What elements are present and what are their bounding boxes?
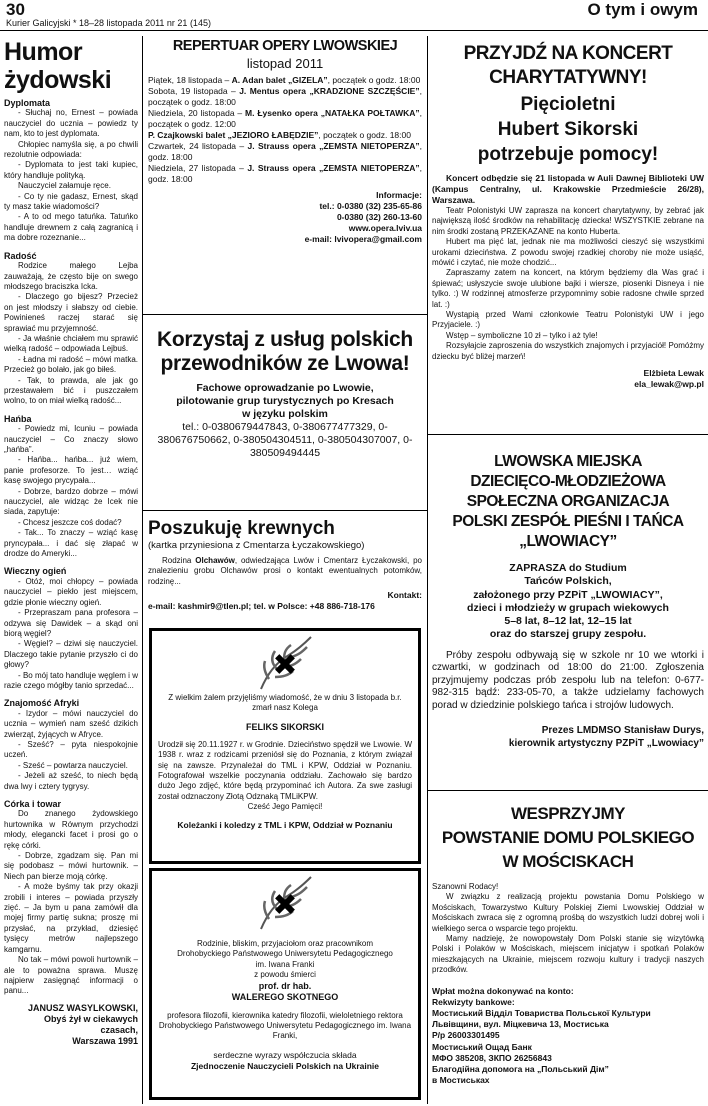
humor-paragraph: - Tak... To znaczy – wziąć kasę pryncypała... i dać się złapać w drodze do Ameryki...: [4, 528, 138, 559]
concert-sub-2: Hubert Sikorski: [497, 119, 639, 140]
opera-performance-bold: J. Strauss opera „ZEMSTA NIETOPERZA”: [247, 163, 420, 173]
opera-divider: [143, 314, 427, 315]
mosciska-section: [432, 802, 704, 1086]
opera-info-label: Informacje:: [376, 190, 422, 200]
obit1-name: FELIKS SIKORSKI: [245, 721, 324, 732]
humor-section-heading: Dyplomata: [4, 98, 51, 108]
obit1-memory: Cześć Jego Pamięci!: [247, 802, 323, 812]
relatives-section: [148, 518, 422, 612]
obit2-intro-2: Drohobyckiego Państwowego Uniwersytetu Pedagogicznego: [177, 949, 393, 959]
relatives-body-post: , odwiedzająca Lwów i Cmentarz Łyczakowski, po znalezieniu grobu Olchawów prosi o kontakt ewentualnych potomków, rodzinę...: [148, 556, 423, 586]
lwowiacy-title-5: „LWOWIACY”: [519, 533, 617, 550]
humor-paragraph: - Dobrze, zgadzam się. Pan mi się podobasz – mówi hurtownik. – Niech pan bierze moją córkę.: [4, 851, 138, 881]
opera-performance-post: , początek o godz. 18:00: [318, 130, 411, 140]
opera-title: REPERTUAR OPERY LWOWSKIEJ: [172, 38, 398, 54]
humor-section-heading: Hańba: [4, 413, 32, 424]
humor-body: [4, 98, 138, 997]
guides-phones: tel.: 0-0380679447843, 0-380677477329, 0-380676750662, 0-380504304511, 0-380504307007, 0-380509494445: [157, 421, 413, 459]
guides-section: [148, 328, 422, 460]
opera-section: [148, 38, 422, 245]
obit2-intro: [152, 939, 418, 981]
mosciska-paragraph: W związku z realizacją projektu powstania Domu Polskiego w Mościskach, Towarzystwo Kultury Polskiej Ziemi Lwowskiej Oddział w Mościskach zwraca się z ogromną prośbą do wszystkich ludzi dobrej woli i wielkiego serca o wsparcie tego projektu.: [432, 892, 704, 933]
obit2-sign-2: Zjednoczenie Nauczycieli Polskich na Ukrainie: [190, 1060, 379, 1071]
cross-with-branches-icon: [255, 635, 315, 691]
opera-performance-pre: Piątek, 18 listopada –: [148, 75, 232, 85]
humor-author-note-3: Warszawa 1991: [72, 1035, 138, 1046]
concert-lead: Koncert odbędzie się 21 listopada w Auli Dawnej Biblioteki UW (Kampus Centralny, ul. Krakowskie Przedmieście 26/28), Warszawa.: [432, 173, 704, 205]
concert-email[interactable]: ela_lewak@wp.pl: [634, 379, 704, 390]
opera-performance-pre: Czwartek, 24 listopada –: [148, 141, 248, 151]
humor-paragraph: - A to od mego tatuńka. Tatuńko handluje drewnem z całą zagranicą i ma dobre rozeznanie...: [4, 212, 138, 243]
mosciska-payment: [432, 986, 704, 1087]
lwowiacy-invite-3: założonego przy PZPiT „LWOWIACY”,: [473, 588, 663, 601]
opera-email[interactable]: e-mail: lvivopera@gmail.com: [304, 234, 422, 244]
humor-section-heading: Wieczny ogień: [4, 566, 67, 577]
opera-performance: [148, 75, 422, 86]
humor-author-name: JANUSZ WASYLKOWSKI,: [27, 1002, 138, 1013]
humor-paragraph: - Chcesz jeszcze coś dodać?: [18, 517, 122, 527]
lwowiacy-title-2: DZIECIĘCO-MŁODZIEŻOWA: [470, 473, 666, 490]
mosciska-title-2: POWSTANIE DOMU POLSKIEGO: [441, 828, 695, 847]
lwowiacy-invite-4: dzieci i młodzieży w grupach wiekowych: [467, 601, 669, 614]
obituary-sikorski: [149, 628, 421, 864]
opera-performance: [148, 141, 422, 163]
concert-paragraph: Zapraszamy zatem na koncert, na którym będziemy dla Was grać i śpiewać; usłyszycie swoje ulubione bajki i wiersze, piosenki Disneya i nie tylko. :) W rodzinnej atmosferze przypomnimy sobie radosne chwile sprzed lat. :): [432, 268, 704, 309]
concert-paragraph: Rozsyłajcie zaproszenia do wszystkich znajomych i przyjaciół! Pomóżmy dziecku być bliżej marzeń!: [432, 341, 704, 361]
mosciska-title-3: W MOŚCISKACH: [502, 852, 634, 871]
mosciska-title-1: WESPRZYJMY: [510, 804, 626, 823]
opera-performance-post: , godz. 18:00: [148, 163, 422, 184]
concert-title-2: CHARYTATYWNY!: [489, 67, 647, 88]
humor-title-line2: żydowski: [4, 66, 112, 94]
humor-paragraph: - Hańba... hańba... już wiem, panie profesorze. To jest… wziąć kasę swojego prycypała...: [4, 455, 138, 486]
humor-section-heading: Radość: [4, 250, 37, 261]
mosciska-bank-7: в Мостиськах: [432, 1075, 490, 1086]
obit2-intro-1: Rodzinie, bliskim, przyjaciołom oraz pracownikom: [196, 939, 374, 948]
obit2-sign-1: serdeczne wyrazy współczucia składa: [213, 1049, 357, 1060]
opera-performance-pre: Niedziela, 20 listopada –: [148, 108, 246, 118]
opera-tel1: tel.: 0-0380 (32) 235-65-86: [319, 201, 422, 211]
mosciska-body: [432, 892, 704, 975]
obit2-title: prof. dr hab.: [258, 980, 312, 991]
lwowiacy-title-1: LWOWSKA MIEJSKA: [494, 453, 642, 470]
lwowiacy-body: Próby zespołu odbywają się w szkole nr 10 we wtorki i czwartki, w godzinach od 18:00 do 21:00. Zgłoszenia przyjmujemy podczas prób zespołu lub na telefon: 0-677-982-315 bądź: 233-05-70, a także udzielamy fachowych porad w dziedzinie polskiego tańca i strojów ludowych.: [432, 649, 704, 711]
humor-title: [4, 38, 138, 94]
guides-line2: pilotowanie grup turystycznych po Kresach: [176, 395, 394, 407]
guides-line1: Fachowe oprowadzanie po Lwowie,: [196, 382, 374, 394]
concert-title: [432, 42, 704, 90]
cross-with-branches-icon: [255, 875, 315, 931]
mosciska-greeting: Szanowni Rodacy!: [432, 882, 499, 891]
issue-meta: Kurier Galicyjski * 18–28 listopada 2011 nr 21 (145): [6, 18, 211, 28]
lwowiacy-title-4: POLSKI ZESPÓŁ PIEŚNI I TAŃCA: [452, 513, 684, 530]
humor-paragraph: - Otóż, moi chłopcy – powiada nauczyciel – piekło jest miejscem, gdzie płonie wieczny ogień.: [4, 576, 138, 607]
opera-www[interactable]: www.opera.lviv.ua: [348, 223, 422, 233]
opera-performance-bold: J. Mentus opera „KRADZIONE SZCZĘŚCIE”: [239, 86, 420, 96]
lwowiacy-invite-6: oraz do starszej grupy zespołu.: [489, 628, 647, 641]
opera-performance: [148, 108, 422, 130]
relatives-body-pre: Rodzina: [162, 556, 196, 565]
lwowiacy-invite-2: Tańców Polskich,: [524, 575, 612, 588]
humor-paragraph: - A może byśmy tak przy okazji zrobili i interes – powiada przyszły zięć. – Ja bym u pana zamówił dla mojej firmy partię sukna; proszę mi przysłać, na przykład, dziesięć tysięcy metrów najlepszego kamgarnu.: [4, 882, 138, 954]
obit2-signature: [152, 1050, 418, 1072]
concert-paragraph: Hubert ma pięć lat, jednak nie ma możliwości cieszyć się wszystkimi urokami dzieciństwa. Z powodu swojej rzadkiej choroby nie może usiąść, mówić i czytać, nie może chodzić...: [432, 237, 704, 268]
humor-paragraph: - Izydor – mówi nauczyciel do ucznia – wymień nam sześć dzikich zwierząt, żyjących w Afryce.: [4, 708, 138, 739]
humor-paragraph: - Bo mój tato handluje węglem i w razie czego mógłby tanio sprzedać...: [4, 670, 138, 690]
humor-paragraph: - Dyplomata to jest taki kupiec, który handluje polityką.: [4, 160, 138, 180]
lwowiacy-signature: [432, 724, 704, 750]
relatives-body: [148, 556, 422, 587]
opera-performance-post: , początek o godz. 18:00: [327, 75, 421, 85]
column-rule-1: [142, 36, 143, 1104]
obit2-intro-4: z powodu śmierci: [254, 970, 316, 980]
obit1-intro: Z wielkim żalem przyjęliśmy wiadomość, że w dniu 3 listopada b.r. zmarł nasz Kolega: [168, 693, 402, 713]
concert-body: [432, 206, 704, 362]
section-name: O tym i owym: [587, 0, 698, 19]
mosciska-bank-5: МФО 385208, ЗКПО 26256843: [432, 1052, 552, 1063]
column-rule-2: [427, 36, 428, 1104]
humor-paragraph: Rodzice małego Lejba zauważają, że często bije on swego młodszego braciszka Icka.: [4, 261, 138, 291]
concert-section: [432, 42, 704, 390]
humor-column: [4, 38, 138, 1047]
humor-paragraph: - Sześć? – pyta niespokojnie uczeń.: [4, 739, 138, 760]
lwowiacy-title: [432, 452, 704, 552]
opera-performance: [148, 163, 422, 185]
mosciska-bank-6: Благодійна допомога на „Польський Дім”: [432, 1064, 609, 1075]
lwowiacy-invite: [432, 562, 704, 642]
humor-paragraph: Do znanego żydowskiego hurtownika w Równym przychodzi młody, elegancki facet i prosi go o rękę córki.: [4, 809, 138, 850]
humor-paragraph: - Tak, to prawda, ale jak go przestawałem bić i puszczałem wolno, to on miał wielką radość...: [4, 375, 138, 406]
humor-section-heading: Córka i towar: [4, 799, 62, 809]
humor-paragraph: - Ja właśnie chciałem mu sprawić wielką radość – odpowiada Lejbuś.: [4, 333, 138, 354]
humor-paragraph: - Co ty nie gadasz, Ernest, skąd ty masz takie wiadomości?: [4, 191, 138, 212]
humor-author-note-2: czasach,: [100, 1024, 138, 1035]
opera-tel2: 0-0380 (32) 260-13-60: [336, 212, 422, 222]
humor-paragraph: - Sześć – powtarza nauczyciel.: [18, 760, 128, 770]
guides-divider: [143, 510, 427, 511]
obit2-body: profesora filozofii, kierownika katedry filozofii, wieloletniego rektora Drohobyckiego Państwowego Uniwersytetu Pedagogicznego im. Iwana Franki,: [158, 1010, 412, 1041]
relatives-contact-label: Kontakt:: [387, 590, 422, 601]
humor-paragraph: - Słuchaj no, Ernest – powiada nauczyciel do ucznia – powiedz ty nam, kto to jest dyplomata.: [4, 108, 138, 139]
lwowiacy-divider: [428, 790, 708, 791]
concert-subtitle: [432, 92, 704, 167]
opera-performance-pre: Sobota, 19 listopada –: [148, 86, 240, 96]
guides-title: Korzystaj z usług polskich przewodników ze Lwowa!: [157, 328, 413, 375]
obit1-signature: Koleżanki i koledzy z TML i KPW, Oddział w Poznaniu: [177, 819, 393, 830]
lwowiacy-invite-1: ZAPRASZA do Studium: [509, 562, 627, 574]
humor-paragraph: - Dobrze, bardzo dobrze – mówi nauczyciel, ale widząc że Icek nie siada, zapytuje:: [4, 486, 138, 517]
opera-subtitle: listopad 2011: [246, 56, 324, 71]
humor-paragraph: - Dlaczego go bijesz? Przecież on jest młodszy i słabszy od ciebie. Powinieneś raczej starać się sprawiać mu przyjemność.: [4, 292, 138, 333]
humor-author: [4, 1003, 138, 1047]
concert-title-1: PRZYJDŹ NA KONCERT: [463, 43, 673, 64]
obit2-intro-3: im. Iwana Franki: [255, 959, 315, 969]
opera-performance-bold: M. Łysenko opera „NATAŁKA POŁTAWKA”: [245, 108, 420, 118]
opera-performance-post: , początek o godz. 18:00: [148, 86, 422, 107]
concert-paragraph: Wstęp – symboliczne 10 zł – tylko i aż tyle!: [446, 330, 598, 340]
opera-contacts: [148, 190, 422, 245]
humor-author-note-1: Obyś żył w ciekawych: [43, 1013, 138, 1024]
obit2-name-text: WALEREGO SKOTNEGO: [231, 991, 339, 1002]
lwowiacy-section: [432, 452, 704, 750]
concert-author: Elżbieta Lewak: [643, 368, 704, 379]
mosciska-paragraph: Mamy nadzieję, że nowopowstały Dom Polski stanie się wizytówką Polski i Polaków w Mościskach, miejscem inicjatyw i spotkań Polaków mieszkających na Ukrainie, miejscem rozwoju kultury i tradycji naszych przodków.: [432, 934, 704, 975]
opera-performance: [148, 130, 422, 141]
concert-paragraph: Teatr Polonistyki UW zaprasza na koncert charytatywny, by zebrać jak największą ilość środków na rehabilitację dziecka! WSZYSTKIE zebrane na nim środki zostaną PRZEKAZANE na konto Huberta.: [432, 206, 704, 236]
obituary-skotny: [149, 868, 421, 1100]
opera-performance: [148, 86, 422, 108]
humor-section-heading: Znajomość Afryki: [4, 698, 80, 709]
humor-paragraph: - Przepraszam pana profesora – odzywa się Dawidek – a skąd oni biorą węgiel?: [4, 608, 138, 638]
mosciska-pay-2: Rekwizyty bankowe:: [432, 996, 515, 1007]
concert-paragraph: Wystąpią przed Wami członkowie Teatru Polonistyki UW i jego Przyjaciele. :): [432, 310, 704, 330]
mosciska-title: [432, 802, 704, 874]
relatives-body-bold: Olchawów: [195, 556, 235, 565]
opera-items: [148, 75, 422, 185]
mosciska-bank-4: Мостиський Ощад Банк: [432, 1041, 532, 1052]
mosciska-bank-1: Мостиський Відділ Товариства Польської Культури: [432, 1008, 651, 1019]
page-number: 30: [6, 0, 25, 19]
humor-paragraph: - Jeżeli aż sześć, to niech będą dwa lwy i cztery tygrysy.: [4, 771, 138, 791]
opera-performance-bold: J. Strauss opera „ZEMSTA NIETOPERZA”: [247, 141, 420, 151]
opera-performance-pre: Niedziela, 27 listopada –: [148, 163, 248, 173]
obit2-name: [152, 981, 418, 1003]
humor-paragraph: No tak – mówi powoli hurtownik – ale to poważna sprawa. Muszę najpierw zasięgnąć informacji o panu...: [4, 955, 138, 996]
humor-paragraph: - Węgiel? – dziwi się nauczyciel. Dlaczego takie pytanie przyszło ci do głowy?: [4, 639, 138, 670]
humor-title-line1: Humor: [4, 38, 83, 66]
mosciska-bank-2: Львівщини, вул. Міцкевича 13, Мостиська: [432, 1019, 609, 1030]
relatives-contact[interactable]: e-mail: kashmir9@tlen.pl; tel. w Polsce: +48 886-718-176: [148, 601, 375, 612]
opera-performance-bold: P. Czajkowski balet „JEZIORO ŁABĘDZIE”: [148, 130, 319, 140]
humor-paragraph: Nauczyciel załamuje ręce.: [18, 181, 111, 191]
obit1-body: Urodził się 20.11.1927 r. w Grodnie. Dzieciństwo spędził we Lwowie. W 1938 r. wraz z rodzicami przeniósł się do Poznania, z którym związał się na zawsze. Przynależał do TML i KPW, Oddział w Poznaniu. Fotografował wszelkie poczynania oddziału. Zachowało się bardzo dużo Jego zdjęć, które będą przypominać ich Autora. Za swe zasługi został odznaczony Złotą Odznaką TMLiKPW.: [158, 739, 412, 801]
concert-divider: [428, 434, 708, 435]
humor-paragraph: Chłopiec namyśla się, a po chwili rezolutnie odpowiada:: [4, 139, 138, 160]
mosciska-bank-3: Р/р 26003301495: [432, 1030, 500, 1041]
opera-performance-post: , godz. 18:00: [148, 141, 422, 162]
opera-performance-post: , początek o godz. 12:00: [148, 108, 422, 129]
mosciska-pay-1: Wpłat można dokonywać na konto:: [432, 985, 574, 996]
humor-paragraph: - Ładna mi radość – mówi matka. Przecież go bolało, jak go biłeś.: [4, 354, 138, 375]
relatives-subtitle: (kartka przyniesiona z Cmentarza Łyczakowskiego): [148, 540, 365, 551]
concert-sub-3: potrzebuje pomocy!: [477, 144, 659, 165]
lwowiacy-title-3: SPOŁECZNA ORGANIZACJA: [466, 493, 670, 510]
relatives-title: Poszukuję krewnych: [148, 518, 335, 539]
guides-line3: w języku polskim: [242, 408, 328, 420]
lwowiacy-sign-1: Prezes LMDMSO Stanisław Durys,: [541, 725, 704, 737]
opera-performance-bold: A. Adan balet „GIZELA”: [231, 75, 328, 85]
concert-sub-1: Pięcioletni: [520, 94, 616, 115]
lwowiacy-sign-2: kierownik artystyczny PZPiT „Lwowiacy”: [508, 738, 704, 750]
lwowiacy-invite-5: 5–8 lat, 8–12 lat, 12–15 lat: [504, 615, 632, 628]
humor-paragraph: - Powiedz mi, Icuniu – powiada nauczyciel – Co znaczy słowo „hańba”.: [4, 424, 138, 454]
header-rule: [0, 30, 708, 31]
